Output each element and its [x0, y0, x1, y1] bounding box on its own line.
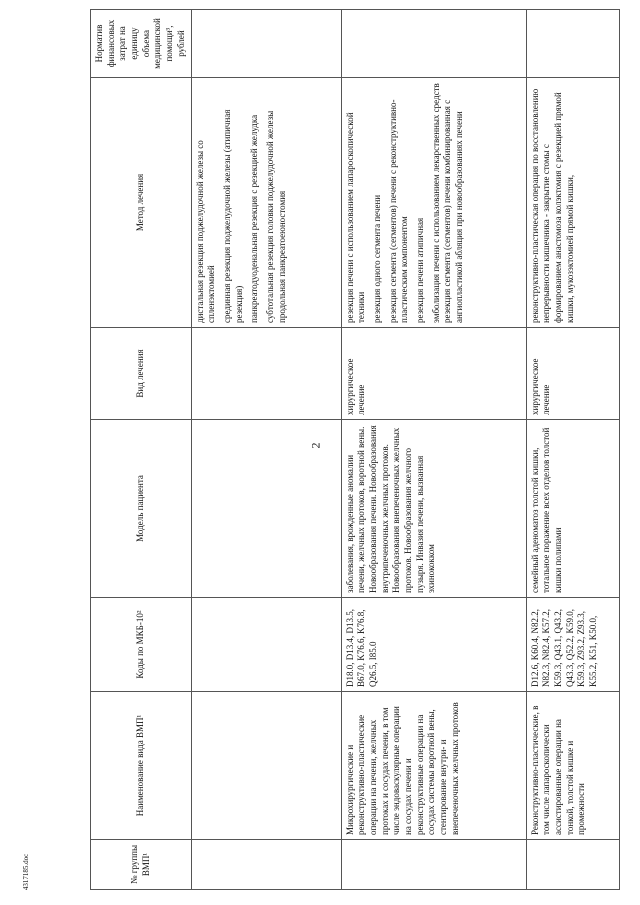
header-row: [91, 10, 192, 890]
header-codes: Коды по МКБ-10²: [91, 598, 192, 692]
method-item: резекция печени с использованием лапароскопической техники: [344, 112, 367, 323]
header-treatment-type: Вид лечения: [91, 328, 192, 420]
method-item: субтотальная резекция головки поджелудочной железы продольная панкреатоеюностомия: [264, 110, 287, 323]
method-item: резекция печени атипичная: [414, 217, 425, 323]
cell-method: [341, 78, 526, 328]
cell-method: [191, 78, 341, 328]
cell-name: Микрохирургические и реконструктивно-пластические операции на печени, желчных протоках и сосудах печени, в том числе эндоваскулярные операции на сосудах печени и реконструктивные операции на сосудах системы воротной вены, стентирование внутри- и внепеченочных желчных протоков: [341, 692, 526, 840]
header-method: Метод лечения: [91, 78, 192, 328]
cell-treatment: [191, 328, 341, 420]
cell-cost: [191, 10, 341, 78]
rotated-table-container: [90, 10, 620, 890]
method-item: срединная резекция поджелудочной железы (атипичная резекция): [221, 109, 244, 323]
cell-patient: семейный аденоматоз толстой кишки, тотальное поражение всех отделов толстой кишки полипами: [526, 420, 620, 598]
header-cost: Норматив финансовых затрат на единицу объема медицинской помощи³, рублей: [91, 10, 192, 78]
header-name: Наименование вида ВМП¹: [91, 692, 192, 840]
cell-group: [191, 840, 341, 890]
cell-codes: [191, 598, 341, 692]
vmp-table: [90, 9, 620, 890]
table-row: [191, 10, 341, 890]
footer-filename: 4317185.doc: [22, 853, 31, 891]
cell-patient: заболевания, врожденные аномалии печени, желчных протоков, воротной вены. Новообразования печени. Новообразования внутрипеченочных желчных протоков. Новообразования внепеченочных желчных протоков. Новообразования желчного пузыря. Инвазия печени, вызванная эхинококком: [341, 420, 526, 598]
cell-codes: D18.0, D13.4, D13.5, B67.0, K76.6, K76.8, Q26.5, I85.0: [341, 598, 526, 692]
method-item: дистальная резекция поджелудочной железы со спленэктомией: [194, 140, 217, 323]
header-patient: Модель пациента: [91, 420, 192, 598]
page-number: 2: [308, 442, 323, 449]
cell-codes: D12.6, K60.4, N82.2, N82.3, N82.4, K57.2, K59.3, Q43.1, Q43.2, Q43.3, Q52.2, K59.0, K59.3, Z93.2, Z93.3, K55.2, K51, K50.0,: [526, 598, 620, 692]
method-item: резекция одного сегмента печени: [371, 194, 382, 323]
cell-name: Реконструктивно-пластические, в том числе лапароскопически ассистированные операции на тонкой, толстой кишке и промежности: [526, 692, 620, 840]
cell-method: реконструктивно-пластическая операция по восстановлению непрерывности кишечника - закрытие стомы с формированием анастомоза колэктомия с резекцией прямой кишки, мукозэктомией прямой кишки,: [526, 78, 620, 328]
cell-treatment: хирургическое лечение: [341, 328, 526, 420]
header-group: № группы ВМП¹: [91, 840, 192, 890]
table-row: [526, 10, 620, 890]
cell-treatment: хирургическое лечение: [526, 328, 620, 420]
table-row: [341, 10, 526, 890]
cell-name: [191, 692, 341, 840]
cell-cost: [341, 10, 526, 78]
cell-patient: [191, 420, 341, 598]
cell-group: [526, 840, 620, 890]
cell-cost: [526, 10, 620, 78]
method-item: панкреатодуоденальная резекция с резекцией желудка: [249, 114, 260, 323]
cell-group: [341, 840, 526, 890]
method-item: эмболизация печени с использованием лекарственных средств резекция сегмента (сегментов) печени комбинированная с ангиопластикой абляция при новообразованиях печени: [430, 83, 464, 323]
method-item: резекция сегмента (сегментов) печени с реконструктивно-пластическим компонентом: [387, 99, 410, 323]
